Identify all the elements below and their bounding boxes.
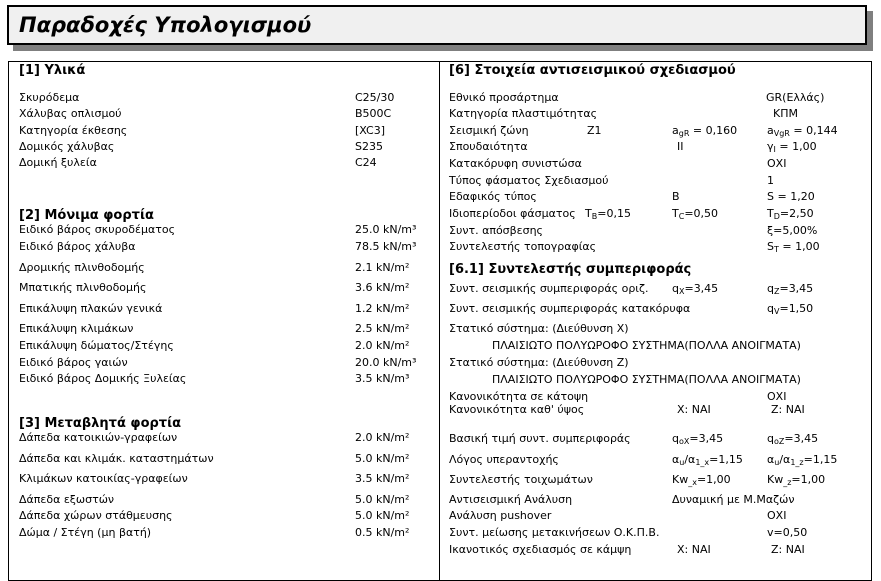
row-label: Επικάλυψη κλιμάκων xyxy=(19,322,134,335)
kwz-item: $Kw_{\_z}=1,00$ xyxy=(767,473,826,487)
td-item: $T_D=2,50$ xyxy=(767,207,814,221)
row-value: [XC3] xyxy=(355,124,385,137)
national-annex-label: Εθνικό προσάρτημα xyxy=(449,91,559,104)
height-regular-x: X: ΝΑΙ xyxy=(677,403,711,416)
spectrum-label: Τύπος φάσματος Σχεδιασμού xyxy=(449,174,609,187)
row-value: 2.5 kN/m² xyxy=(355,322,410,335)
row-label: Κλιμάκων κατοικίας-γραφείων xyxy=(19,472,188,485)
row-value: S235 xyxy=(355,140,383,153)
ductility-value: ΚΠΜ xyxy=(773,107,798,120)
capacity-z: Z: ΝΑΙ xyxy=(771,543,805,556)
topo-label: Συντελεστής τοπογραφίας xyxy=(449,240,597,253)
static-z-value: ΠΛΑΙΣΙΩΤΟ ΠΟΛΥΩΡΟΦΟ ΣΥΣΤΗΜΑ(ΠΟΛΛΑ ΑΝΟΙΓΜΑΤΑ) xyxy=(492,373,801,386)
damping-item: ξ=5,00% xyxy=(767,224,818,237)
row-value: 3.5 kN/m² xyxy=(355,472,410,485)
tc-item: $T_C=0,50$ xyxy=(672,207,719,221)
tb-value: 0,15 xyxy=(606,207,631,220)
row-label: Ειδικό βάρος γαιών xyxy=(19,356,128,369)
static-x-value: ΠΛΑΙΣΙΩΤΟ ΠΟΛΥΩΡΟΦΟ ΣΥΣΤΗΜΑ(ΠΟΛΛΑ ΑΝΟΙΓΜΑΤΑ) xyxy=(492,339,801,352)
vertical-label: Κατακόρυφη συνιστώσα xyxy=(449,157,582,170)
wall-factor-label: Συντελεστής τοιχωμάτων xyxy=(449,473,593,486)
seismic-heading: [6] Στοιχεία αντισεισμικού σχεδιασμού xyxy=(449,63,736,78)
reduction-label: Συντ. μείωσης μετακινήσεων Ο.Κ.Π.Β. xyxy=(449,526,660,539)
row-value: 78.5 kN/m³ xyxy=(355,240,417,253)
dead-loads-heading: [2] Μόνιμα φορτία xyxy=(19,208,154,223)
qoz-item: $q_{oZ}=3,45$ xyxy=(767,432,819,446)
row-label: Δάπεδα χώρων στάθμευσης xyxy=(19,509,173,522)
static-z-label: Στατικό σύστημα: (Διεύθυνση Z) xyxy=(449,356,629,369)
row-value: 1.2 kN/m² xyxy=(355,302,410,315)
static-x-label: Στατικό σύστημα: (Διεύθυνση Χ) xyxy=(449,322,629,335)
pushover-label: Ανάλυση pushover xyxy=(449,509,552,522)
kwz-value: 1,00 xyxy=(800,473,826,486)
soil-label: Εδαφικός τύπος xyxy=(449,190,537,203)
soil-value: B xyxy=(672,190,680,203)
overstrength-label: Λόγος υπεραντοχής xyxy=(449,453,559,466)
agr-value: 0,160 xyxy=(705,124,738,137)
gamma-i-item: $\gamma_I = 1,00$ xyxy=(767,140,817,154)
row-value: 25.0 kN/m³ xyxy=(355,223,417,236)
row-value: 2.0 kN/m² xyxy=(355,431,410,444)
q-horizontal-label: Συντ. σεισμικής συμπεριφοράς οριζ. xyxy=(449,282,649,295)
row-label: Επικάλυψη δώματος/Στέγης xyxy=(19,339,174,352)
page-title: Παραδοχές Υπολογισμού xyxy=(19,13,312,37)
damping-value: 5,00% xyxy=(782,224,818,237)
overstrength-z-item: $\alpha_u/\alpha_{1\_z}=1,15$ xyxy=(767,453,838,467)
vertical-value: ΟΧΙ xyxy=(767,157,787,170)
row-value: 5.0 kN/m² xyxy=(355,493,410,506)
row-label: Δρομικής πλινθοδομής xyxy=(19,261,145,274)
reduction-value: v=0,50 xyxy=(767,526,808,539)
row-value: 3.6 kN/m² xyxy=(355,281,410,294)
height-regular-label: Κανονικότητα καθ' ύψος xyxy=(449,403,585,416)
gamma-i-value: 1,00 xyxy=(792,140,817,153)
zone-label: Σεισμική ζώνη xyxy=(449,124,529,137)
row-label: Δάπεδα κατοικιών-γραφείων xyxy=(19,431,178,444)
row-value: 3.5 kN/m³ xyxy=(355,372,410,385)
row-value: 5.0 kN/m² xyxy=(355,509,410,522)
row-label: Ειδικό βάρος Δομικής Ξυλείας xyxy=(19,372,187,385)
qv-item: $q_V=1,50$ xyxy=(767,302,814,316)
importance-label: Σπουδαιότητα xyxy=(449,140,528,153)
row-value: 2.1 kN/m² xyxy=(355,261,410,274)
title-shadow-bottom xyxy=(13,45,873,51)
tb-item: $T_B=0,15$ xyxy=(585,207,631,221)
row-value: 20.0 kN/m³ xyxy=(355,356,417,369)
damping-label: Συντ. απόσβεσης xyxy=(449,224,544,237)
st-value: 1,00 xyxy=(795,240,820,253)
row-value: C24 xyxy=(355,156,377,169)
overstrength-x-value: 1,15 xyxy=(718,453,743,466)
row-label: Επικάλυψη πλακών γενικά xyxy=(19,302,163,315)
row-value: B500C xyxy=(355,107,392,120)
row-label: Δομικός χάλυβας xyxy=(19,140,115,153)
qx-item: $q_X=3,45$ xyxy=(672,282,719,296)
row-label: Κατηγορία έκθεσης xyxy=(19,124,128,137)
kwx-value: 1,00 xyxy=(706,473,731,486)
tc-value: 0,50 xyxy=(693,207,719,220)
qz-item: $q_Z=3,45$ xyxy=(767,282,814,296)
national-annex-value: GR(Ελλάς) xyxy=(766,91,825,104)
importance-value: II xyxy=(677,140,684,153)
row-label: Δώμα / Στέγη (μη βατή) xyxy=(19,526,152,539)
kwx-item: $Kw_{\_x}=1,00$ xyxy=(672,473,731,487)
row-label: Ειδικό βάρος σκυροδέματος xyxy=(19,223,176,236)
row-value: 5.0 kN/m² xyxy=(355,452,410,465)
qz-value: 3,45 xyxy=(788,282,814,295)
qx-value: 3,45 xyxy=(693,282,719,295)
row-value: 0.5 kN/m² xyxy=(355,526,410,539)
qoz-value: 3,45 xyxy=(793,432,819,445)
row-value: C25/30 xyxy=(355,91,395,104)
avgr-value: 0,144 xyxy=(806,124,838,137)
analysis-label: Αντισεισμική Ανάλυση xyxy=(449,493,573,506)
row-label: Χάλυβας οπλισμού xyxy=(19,107,122,120)
td-value: 2,50 xyxy=(789,207,814,220)
row-label: Δάπεδα και κλιμάκ. καταστημάτων xyxy=(19,452,214,465)
st-item: $S_T = 1,00$ xyxy=(767,240,820,254)
avgr-item: $a_{VgR} = 0,144$ xyxy=(767,124,838,138)
analysis-value: Δυναμική με Μ.Μαζών xyxy=(672,493,795,506)
pushover-value: ΟΧΙ xyxy=(767,509,787,522)
row-label: Μπατικής πλινθοδομής xyxy=(19,281,147,294)
qox-value: 3,45 xyxy=(698,432,724,445)
materials-heading: [1] Υλικά xyxy=(19,63,86,78)
periods-label: Ιδιοπερίοδοι φάσματος xyxy=(449,207,576,220)
overstrength-z-value: 1,15 xyxy=(812,453,838,466)
q-vertical-label: Συντ. σεισμικής συμπεριφοράς κατακόρυφα xyxy=(449,302,691,315)
ductility-label: Κατηγορία πλαστιμότητας xyxy=(449,107,598,120)
height-regular-z: Z: ΝΑΙ xyxy=(771,403,805,416)
capacity-label: Ικανοτικός σχεδιασμός σε κάμψη xyxy=(449,543,632,556)
overstrength-x-item: $\alpha_u/\alpha_{1\_x}=1,15$ xyxy=(672,453,743,467)
row-label: Δομική ξυλεία xyxy=(19,156,97,169)
live-loads-heading: [3] Μεταβλητά φορτία xyxy=(19,416,182,431)
soil-s-value: 1,20 xyxy=(790,190,815,203)
plan-regular-value: ΟΧΙ xyxy=(767,390,787,403)
qox-item: $q_{oX}=3,45$ xyxy=(672,432,724,446)
soil-s-item: S = 1,20 xyxy=(767,190,815,203)
title-box xyxy=(7,5,867,45)
row-label: Σκυρόδεμα xyxy=(19,91,80,104)
base-q-label: Βασική τιμή συντ. συμπεριφοράς xyxy=(449,432,631,445)
row-label: Ειδικό βάρος χάλυβα xyxy=(19,240,136,253)
row-value: 2.0 kN/m² xyxy=(355,339,410,352)
behavior-heading: [6.1] Συντελεστής συμπεριφοράς xyxy=(449,262,692,277)
capacity-x: X: ΝΑΙ xyxy=(677,543,711,556)
plan-regular-label: Κανονικότητα σε κάτοψη xyxy=(449,390,589,403)
agr-item: $a_{gR} = 0,160$ xyxy=(672,124,738,138)
row-label: Δάπεδα εξωστών xyxy=(19,493,115,506)
spectrum-value: 1 xyxy=(767,174,774,187)
column-divider xyxy=(439,61,440,581)
qv-value: 1,50 xyxy=(788,302,814,315)
zone-value: Z1 xyxy=(587,124,602,137)
